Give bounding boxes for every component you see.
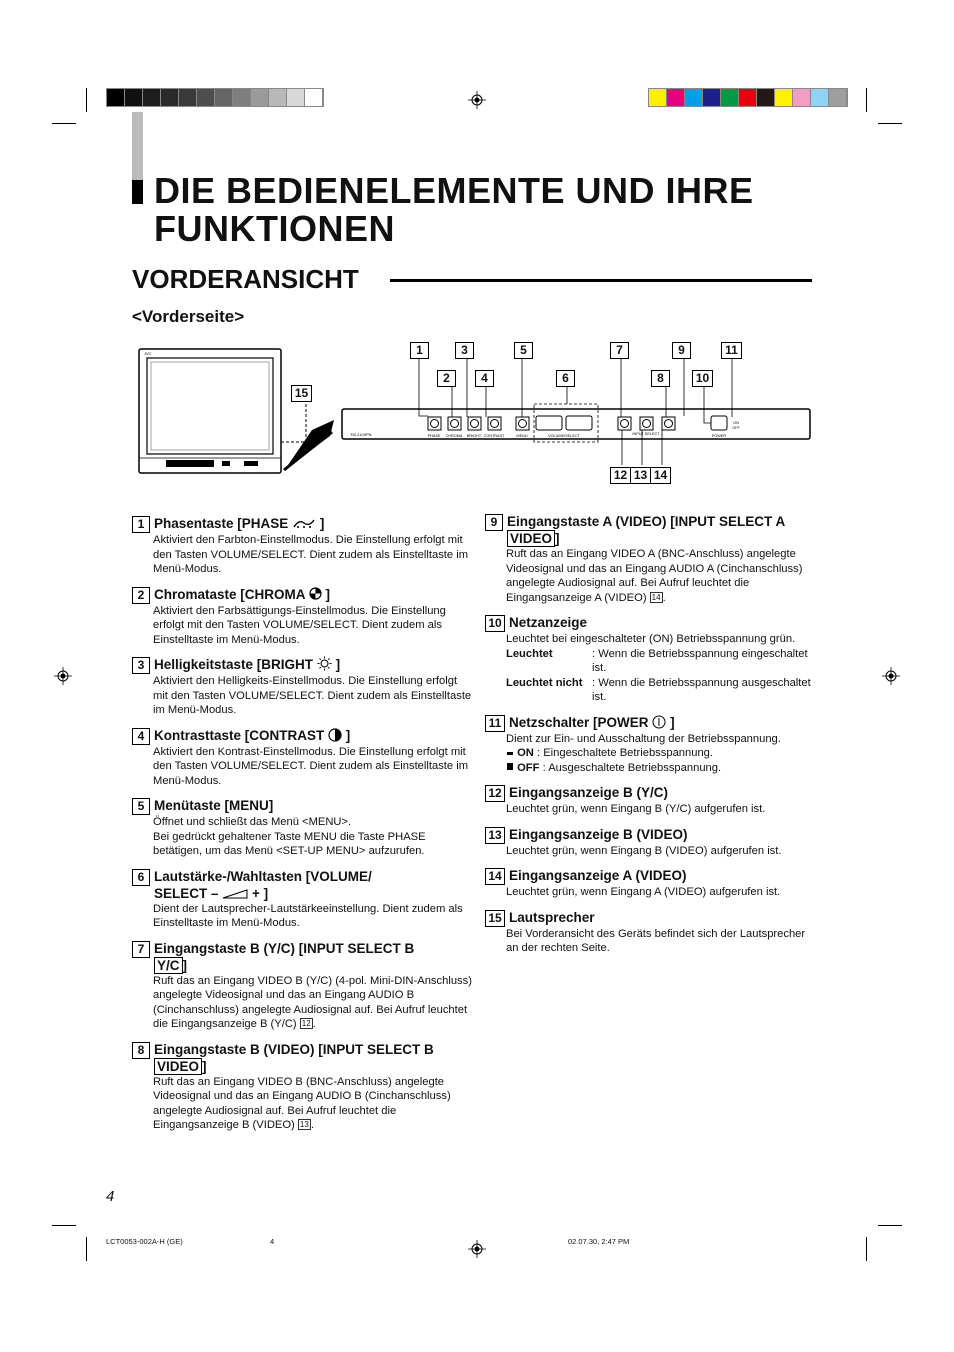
registration-mark-icon [468,91,486,109]
page-title [154,172,754,248]
contrast-icon [328,728,342,742]
color-swatch [197,89,215,106]
input-select-label: INPUT SELECT [632,432,660,436]
color-swatch [667,89,685,106]
list-item: 7 Eingangstaste B (Y/C) [INPUT SELECT B Y/C ] Ruft das an Eingang VIDEO B (Y/C) (4-pol. Mini-DIN-Anschluss) angelegte Videosignal und das an Eingang AUDIO B (Cinchanschluss) angelegte Audiosignal auf. Bei Aufruf leuchtet die Eingangsanzeige B (Y/C) 12 . [132,940,472,1032]
item-number: 7 [132,941,150,958]
item-title-end: ] [319,516,325,531]
item-title: Menütaste [MENU] [154,798,274,813]
footer-date: 02.07.30, 2:47 PM [568,1237,630,1246]
item-title: Phasentaste [PHASE [154,516,289,531]
item-description-extra: Bei gedrückt gehaltener Taste MENU die Taste PHASE betätigen, um das Menü <SET-UP MENU> aufzurufen. [153,830,426,857]
crop-mark [86,1237,87,1261]
callout-3: 3 [455,342,474,359]
item-title-box: Y/C [154,957,183,974]
color-swatch [125,89,143,106]
item-title: Eingangstaste A (VIDEO) [INPUT SELECT A [507,514,786,529]
color-swatch [685,89,703,106]
item-number: 14 [485,868,505,885]
item-description: Leuchtet grün, wenn Eingang B (Y/C) aufgerufen ist. [506,803,766,815]
item-description: Dient zur Ein- und Ausschaltung der Betriebsspannung. [506,732,781,745]
registration-mark-icon [882,667,900,685]
item-title-end: ] [345,727,351,743]
item-number: 12 [485,785,505,802]
item-number: 1 [132,516,150,533]
control-panel-illustration [342,404,810,442]
chroma-icon [309,587,322,600]
color-swatch [143,89,161,106]
color-swatch [703,89,721,106]
item-ref: 13 [299,1120,309,1129]
color-swatch [161,89,179,106]
item-description: Ruft das an Eingang VIDEO A (BNC-Anschluss) angelegte Videosignal und das an Eingang AUDIO A (Cinchanschluss) angelegte Audiosignal auf. Bei Aufruf leuchtet die Eingangsanzeige A (VIDEO) [506,548,803,604]
item-title-end: ] [335,657,341,672]
power-on-desc: : Eingeschaltete Betriebsspannung. [537,747,714,759]
item-title-line2-end: + ] [252,885,269,901]
title-accent-bar [132,180,143,204]
crop-mark [866,88,867,112]
volume-select-label: VOLUME/SELECT [548,434,580,438]
power-on-row [506,746,815,761]
list-item [132,727,472,789]
callout-15: 15 [291,385,312,402]
color-swatch [829,89,847,106]
item-number: 15 [485,910,505,927]
callout-8: 8 [651,370,670,387]
registration-mark-icon [468,1240,486,1258]
grayscale-swatch-strip [106,88,324,107]
menu-label: MENU [516,434,528,438]
item-description: Öffnet und schließt das Menü <MENU>. [153,816,352,828]
color-swatch [757,89,775,106]
power-icon [652,715,666,729]
item-number: 3 [132,657,150,674]
callout-1: 1 [410,342,429,359]
footer-code: LCT0053-002A-H (GE) [106,1237,183,1246]
color-swatch [305,89,323,106]
items-left-column [132,515,472,1142]
item-title-end: ] [182,957,188,973]
list-item [132,797,472,859]
item-number: 11 [485,715,505,732]
callout-4: 4 [475,370,494,387]
color-swatch [793,89,811,106]
item-title: Eingangstaste B (Y/C) [INPUT SELECT B [154,940,415,956]
status-value: : Wenn die Betriebsspannung eingeschaltet ist. [592,647,808,674]
callout-6: 6 [556,370,575,387]
power-off-desc: : Ausgeschaltete Betriebsspannung. [542,761,722,774]
crop-mark [86,88,87,112]
item-title: Lautstärke-/Wahltasten [VOLUME/ [154,868,372,884]
power-off-label: OFF [732,426,740,430]
color-swatch [649,89,667,106]
item-title-line2: SELECT – [154,885,219,901]
registration-mark-icon [54,667,72,685]
crop-mark [52,123,76,124]
item-title-end: ] [202,1058,207,1074]
status-key: Leuchtet [506,647,553,660]
list-item [485,614,815,705]
phase-label: PHASE [427,434,441,438]
subtitle: <Vorderseite> [132,307,245,326]
callout-7: 7 [610,342,629,359]
item-description: Ruft das an Eingang VIDEO B (Y/C) (4-pol. Mini-DIN-Anschluss) angelegte Videosignal und das an Eingang AUDIO B (Cinchanschluss) angelegte Audiosignal auf. Bei Aufruf leuchtet die Eingangsanzeige B (Y/C) [153,974,472,1030]
item-number: 9 [485,514,503,531]
item-number: 2 [132,587,150,604]
item-number: 13 [485,827,505,844]
item-description: Aktiviert den Farbsättigungs-Einstellmodus. Die Einstellung erfolgt mit den Tasten VOLUME/SELECT. Dient zudem als Einstelltaste im Menü-Modus. [153,604,446,646]
item-description: Aktiviert den Farbton-Einstellmodus. Die Einstellung erfolgt mit den Tasten VOLUME/SELECT. Dient zudem als Einstelltaste im Menü-Modus. [153,534,469,575]
section-rule [390,279,812,282]
item-title-box: VIDEO [154,1058,202,1075]
svg-text:JVC: JVC [144,351,152,356]
item-title: Helligkeitstaste [BRIGHT [154,657,314,672]
crop-mark [52,1225,76,1226]
color-swatch [739,89,757,106]
item-title: Eingangsanzeige B (VIDEO) [509,826,688,842]
color-swatch [251,89,269,106]
color-swatch [287,89,305,106]
item-title-box: VIDEO [507,530,555,547]
color-swatch [811,89,829,106]
page-title-line1: DIE BEDIENELEMENTE UND IHRE [154,170,754,211]
color-swatch [233,89,251,106]
phase-icon [292,517,316,529]
callout-13: 13 [630,467,651,484]
callout-2: 2 [437,370,456,387]
status-table [506,647,815,705]
item-title: Kontrasttaste [CONTRAST [154,727,325,743]
status-key: Leuchtet nicht [506,676,583,689]
model-label: TM-2100PN [350,432,372,437]
callout-9: 9 [672,342,691,359]
item-title: Eingangsanzeige B (Y/C) [509,785,669,800]
item-description: Aktiviert den Kontrast-Einstellmodus. Die Einstellung erfolgt mit den Tasten VOLUME/SELECT. Dient zudem als Einstelltaste im Menü-Modus. [153,745,469,787]
item-title: Lautsprecher [509,909,595,925]
list-item: 9 Eingangstaste A (VIDEO) [INPUT SELECT A VIDEO ] Ruft das an Eingang VIDEO A (BNC-Anschluss) angelegte Videosignal und das an Eingang AUDIO A (Cinchanschluss) angelegte Audiosignal auf. Bei Aufruf leuchtet die Eingangsanzeige A (VIDEO) 14 . [485,513,815,605]
item-description: Leuchtet grün, wenn Eingang B (VIDEO) aufgerufen ist. [506,844,782,857]
item-ref: 14 [651,592,661,602]
crop-mark [878,123,902,124]
power-on-label: ON [733,421,739,425]
list-item [485,784,815,817]
chroma-label: CHROMA [445,434,463,438]
color-swatch-strip [648,88,848,107]
item-description: Leuchtet bei eingeschalteter (ON) Betriebsspannung grün. [506,633,796,645]
power-off-row [506,761,815,776]
list-item [485,714,815,776]
callout-12: 12 [610,467,631,484]
callout-10: 10 [692,370,713,387]
item-description: Leuchtet grün, wenn Eingang A (VIDEO) aufgerufen ist. [506,886,781,898]
status-value: : Wenn die Betriebsspannung ausgeschaltet ist. [592,676,811,703]
color-swatch [179,89,197,106]
power-on-key: ON [517,747,534,759]
list-item [132,515,472,577]
contrast-label: CONTRAST [483,434,505,438]
brightness-icon [317,656,332,671]
item-title: Chromataste [CHROMA [154,586,306,602]
item-description: Ruft das an Eingang VIDEO B (BNC-Anschluss) angelegte Videosignal und das an Eingang AUDIO B (Cinchanschluss) angelegte Audiosignal auf. Bei Aufruf leuchtet die Eingangsanzeige B (VIDEO) [153,1075,451,1131]
volume-ramp-icon [222,889,248,899]
item-number: 4 [132,728,150,745]
list-item: 8 Eingangstaste B (VIDEO) [INPUT SELECT B VIDEO ] Ruft das an Eingang VIDEO B (BNC-Anschluss) angelegte Videosignal und das an Eingang AUDIO B (Cinchanschluss) angelegte Audiosignal auf. Bei Aufruf leuchtet die Eingangsanzeige B (VIDEO) 13 . [132,1041,472,1133]
list-item [485,867,815,900]
item-description: Dient der Lautsprecher-Lautstärkeeinstellung. Dient zudem als Einstelltaste im Menü-Modus. [153,902,463,929]
page-title-line2: FUNKTIONEN [154,208,395,249]
crop-mark [866,1237,867,1261]
monitor-illustration [139,349,281,473]
items-right-column [485,513,815,965]
item-number: 10 [485,615,505,632]
item-title-end: ] [670,714,675,730]
item-number: 6 [132,869,150,886]
bright-label: BRIGHT [466,434,482,438]
color-swatch [775,89,793,106]
item-title: Netzschalter [POWER [509,714,649,730]
list-item [485,826,815,859]
item-number: 5 [132,798,150,815]
footer-page: 4 [270,1237,275,1246]
front-view-diagram [136,340,816,490]
item-number: 8 [132,1042,150,1059]
item-ref: 12 [301,1019,311,1028]
list-item [132,656,472,718]
callout-5: 5 [514,342,533,359]
color-swatch [269,89,287,106]
section-heading: VORDERANSICHT [132,264,359,294]
switch-on-icon [506,747,514,756]
list-item [132,868,472,931]
callout-11: 11 [721,342,742,359]
item-title-end: ] [555,531,560,546]
color-swatch [721,89,739,106]
callout-14: 14 [650,467,671,484]
item-title-end: ] [325,586,331,602]
power-label: POWER [711,434,727,438]
item-title: Netzanzeige [509,615,588,630]
color-swatch [215,89,233,106]
color-swatch [107,89,125,106]
list-item [132,586,472,648]
item-description: Bei Vorderansicht des Geräts befindet sich der Lautsprecher an der rechten Seite. [506,927,806,954]
switch-off-icon [506,762,514,771]
crop-mark [878,1225,902,1226]
item-title: Eingangstaste B (VIDEO) [INPUT SELECT B [154,1041,434,1057]
page-number: 4 [106,1188,115,1205]
power-off-key: OFF [517,761,540,774]
item-description: Aktiviert den Helligkeits-Einstellmodus. Die Einstellung erfolgt mit den Tasten VOLUME/SELECT. Dient zudem als Einstelltaste im Menü-Modus. [153,675,472,716]
list-item [485,909,815,956]
item-title: Eingangsanzeige A (VIDEO) [509,868,687,883]
